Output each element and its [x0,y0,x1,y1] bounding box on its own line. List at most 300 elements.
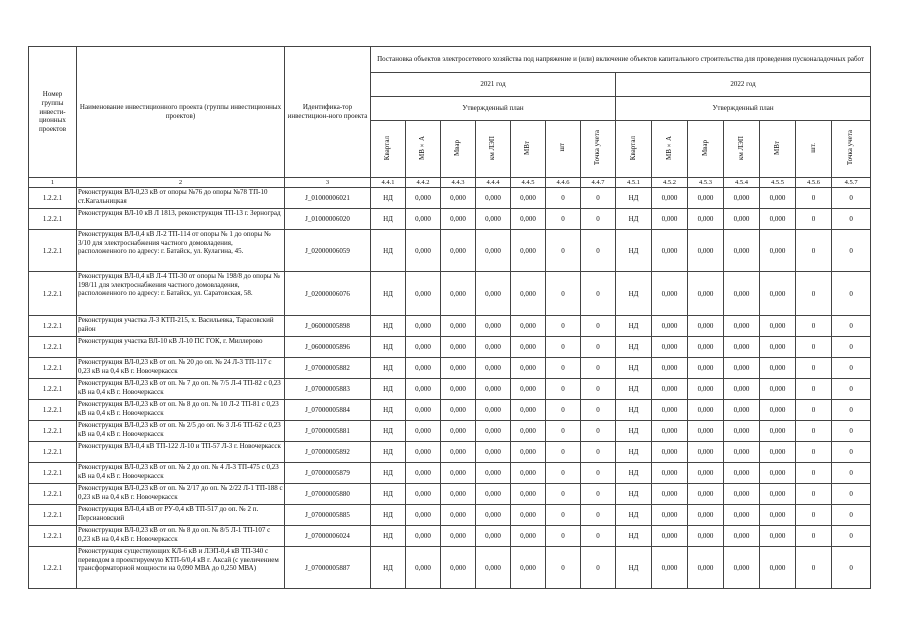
value-cell: 0 [546,463,581,484]
value-cell: НД [371,463,406,484]
column-number-cell: 4.5.7 [832,178,871,188]
value-cell: 0 [796,272,832,316]
project-name-cell: Реконструкция участка ВЛ-10 кВ Л-10 ПС ГОК, г. Миллерово [77,337,285,358]
column-number-cell: 4.4.3 [441,178,476,188]
value-cell: 0 [581,337,616,358]
project-id-cell: J_07000005883 [285,379,371,400]
value-cell: 0,000 [688,188,724,209]
value-cell: 0,000 [652,316,688,337]
project-id-cell: J_07000005880 [285,484,371,505]
value-cell: 0,000 [688,526,724,547]
value-cell: 0,000 [652,337,688,358]
table-row [29,400,871,421]
subheader-label: Мвар [700,139,709,156]
value-cell: 0,000 [688,442,724,463]
value-cell: 0,000 [724,442,760,463]
project-id-cell: J_01000006021 [285,188,371,209]
value-cell: 0 [796,421,832,442]
value-cell: НД [371,442,406,463]
value-cell: 0,000 [441,209,476,230]
subheader-label: шт [558,143,567,152]
value-cell: 0 [796,505,832,526]
subheader-cell [616,121,652,178]
group-number-cell: 1.2.2.1 [29,421,77,442]
value-cell: НД [616,442,652,463]
value-cell: 0,000 [476,463,511,484]
value-cell: 0 [796,442,832,463]
value-cell: 0,000 [406,337,441,358]
subheader-label: Квартал [628,135,637,160]
value-cell: 0 [796,463,832,484]
value-cell: 0 [796,400,832,421]
value-cell: НД [371,505,406,526]
subheader-label: Мвар [453,139,462,156]
group-number-cell: 1.2.2.1 [29,316,77,337]
value-cell: 0,000 [688,484,724,505]
value-cell: 0,000 [511,421,546,442]
table-row [29,526,871,547]
value-cell: 0,000 [476,442,511,463]
subheader-cell [760,121,796,178]
value-cell: 0,000 [511,337,546,358]
value-cell: 0,000 [511,230,546,272]
value-cell: 0,000 [511,188,546,209]
subheader-label: МВ×А [664,135,673,160]
value-cell: 0,000 [688,421,724,442]
subheader-cell [688,121,724,178]
group-number-cell: 1.2.2.1 [29,526,77,547]
value-cell: 0,000 [724,272,760,316]
value-cell: 0,000 [406,463,441,484]
value-cell: 0,000 [476,484,511,505]
value-cell: 0,000 [760,421,796,442]
value-cell: 0 [546,526,581,547]
value-cell: 0,000 [652,358,688,379]
value-cell: 0,000 [652,463,688,484]
value-cell: НД [616,484,652,505]
project-name-cell: Реконструкция ВЛ-10 кВ Л 1813, реконструкция ТП-13 г. Зерноград [77,209,285,230]
value-cell: 0,000 [511,526,546,547]
value-cell: 0,000 [441,337,476,358]
value-cell: 0 [796,526,832,547]
value-cell: НД [371,337,406,358]
value-cell: 0 [796,188,832,209]
project-name-cell: Реконструкция ВЛ-0,4 кВ Л-4 ТП-30 от опоры № 198/8 до опоры № 198/11 для электроснабжения частного домовладения, расположенного по адресу: г. Батайск, ул. Саратовская, 58. [77,272,285,316]
value-cell: 0 [796,358,832,379]
table-row [29,547,871,589]
subheader-label: МВт [523,140,532,155]
value-cell: 0,000 [406,272,441,316]
value-cell: 0,000 [760,358,796,379]
value-cell: 0,000 [406,526,441,547]
subheader-cell [652,121,688,178]
project-id-cell: J_07000005887 [285,547,371,589]
value-cell: 0,000 [441,442,476,463]
value-cell: 0 [546,442,581,463]
value-cell: 0,000 [511,358,546,379]
group-number-cell: 1.2.2.1 [29,547,77,589]
group-number-cell: 1.2.2.1 [29,188,77,209]
project-name-cell: Реконструкция ВЛ-0,23 кВ от оп. № 7 до оп. № 7/5 Л-4 ТП-82 с 0,23 кВ на 0,4 кВ г. Новочеркасск [77,379,285,400]
subheader-cell [796,121,832,178]
value-cell: 0,000 [760,484,796,505]
value-cell: 0,000 [760,505,796,526]
value-cell: 0,000 [724,547,760,589]
value-cell: НД [371,358,406,379]
value-cell: 0,000 [760,547,796,589]
value-cell: 0,000 [652,421,688,442]
value-cell: НД [616,358,652,379]
value-cell: 0,000 [476,526,511,547]
value-cell: 0,000 [441,188,476,209]
value-cell: 0 [546,421,581,442]
column-number-cell: 4.5.4 [724,178,760,188]
header-project-name: Наименование инвестиционного проекта (группы инвестиционных проектов) [77,47,285,178]
value-cell: 0 [581,421,616,442]
value-cell: 0 [546,484,581,505]
column-number-cell: 4.4.2 [406,178,441,188]
value-cell: 0 [581,316,616,337]
value-cell: 0 [832,358,871,379]
table-row [29,463,871,484]
value-cell: НД [371,316,406,337]
project-id-cell: J_02000006076 [285,272,371,316]
value-cell: 0 [832,379,871,400]
value-cell: 0 [581,188,616,209]
value-cell: НД [371,421,406,442]
value-cell: 0,000 [688,358,724,379]
value-cell: 0,000 [724,505,760,526]
value-cell: 0 [832,421,871,442]
value-cell: 0,000 [511,505,546,526]
header-year-2022: 2022 год [616,73,871,97]
value-cell: 0,000 [406,421,441,442]
project-id-cell: J_06000005896 [285,337,371,358]
project-id-cell: J_02000006059 [285,230,371,272]
project-id-cell: J_07000005881 [285,421,371,442]
project-name-cell: Реконструкция ВЛ-0,23 кВ от оп. № 2/5 до оп. № 3 Л-6 ТП-62 с 0,23 кВ на 0,4 кВ г. Новочеркасск [77,421,285,442]
header-project-id: Идентифика-тор инвестицион-ного проекта [285,47,371,178]
value-cell: 0,000 [406,442,441,463]
value-cell: 0,000 [511,379,546,400]
subheader-label: шт. [808,142,817,153]
value-cell: 0,000 [724,379,760,400]
value-cell: НД [371,272,406,316]
value-cell: 0,000 [441,379,476,400]
table-row [29,272,871,316]
project-id-cell: J_07000005882 [285,358,371,379]
header-group-number: Номер группы инвести-ционных проектов [29,47,77,178]
table-body [29,178,871,589]
value-cell: НД [616,547,652,589]
value-cell: 0,000 [476,230,511,272]
value-cell: 0 [546,337,581,358]
project-name-cell: Реконструкция ВЛ-0,4 кВ ТП-122 Л-10 и ТП-57 Л-3 г. Новочеркасск [77,442,285,463]
value-cell: НД [616,188,652,209]
value-cell: 0 [546,316,581,337]
value-cell: НД [616,526,652,547]
table-row [29,209,871,230]
value-cell: 0,000 [652,484,688,505]
value-cell: 0 [581,272,616,316]
value-cell: 0,000 [688,230,724,272]
value-cell: 0,000 [688,400,724,421]
column-number-cell: 4.4.7 [581,178,616,188]
value-cell: 0,000 [476,358,511,379]
project-name-cell: Реконструкция ВЛ-0,23 кВ от оп. № 2 до оп. № 4 Л-3 ТП-475 с 0,23 кВ на 0,4 кВ г. Новочеркасск [77,463,285,484]
column-number-cell: 4.5.3 [688,178,724,188]
value-cell: 0 [832,209,871,230]
table-row [29,337,871,358]
value-cell: 0,000 [476,209,511,230]
subheader-cell [511,121,546,178]
value-cell: 0,000 [511,547,546,589]
value-cell: 0,000 [760,188,796,209]
value-cell: 0 [546,379,581,400]
project-id-cell: J_07000005879 [285,463,371,484]
value-cell: 0,000 [441,547,476,589]
value-cell: 0 [581,463,616,484]
value-cell: 0,000 [511,463,546,484]
header-energizing-title: Постановка объектов электросетевого хозяйства под напряжение и (или) включение объектов капитального строительства для проведения пусконаладочных работ [371,47,871,73]
value-cell: 0,000 [652,188,688,209]
value-cell: НД [616,272,652,316]
value-cell: 0 [832,230,871,272]
value-cell: 0,000 [652,442,688,463]
subheader-label: Квартал [383,135,392,160]
value-cell: НД [371,400,406,421]
value-cell: 0,000 [688,463,724,484]
value-cell: 0,000 [476,337,511,358]
value-cell: 0,000 [476,316,511,337]
value-cell: 0,000 [652,547,688,589]
group-number-cell: 1.2.2.1 [29,209,77,230]
value-cell: 0 [546,505,581,526]
value-cell: 0,000 [476,547,511,589]
value-cell: НД [371,526,406,547]
project-id-cell: J_07000006024 [285,526,371,547]
value-cell: 0,000 [760,400,796,421]
value-cell: 0,000 [760,316,796,337]
column-number-cell: 2 [77,178,285,188]
value-cell: 0,000 [688,209,724,230]
value-cell: НД [371,209,406,230]
value-cell: 0,000 [511,209,546,230]
value-cell: 0 [581,505,616,526]
value-cell: 0,000 [724,188,760,209]
value-cell: 0,000 [441,272,476,316]
project-name-cell: Реконструкция ВЛ-0,23 кВ от оп. № 8 до оп. № 8/5 Л-1 ТП-107 с 0,23 кВ на 0,4 кВ г. Новочеркасск [77,526,285,547]
value-cell: 0,000 [406,400,441,421]
value-cell: 0,000 [511,316,546,337]
value-cell: 0,000 [724,358,760,379]
value-cell: 0,000 [688,379,724,400]
value-cell: 0 [581,484,616,505]
value-cell: 0 [832,400,871,421]
subheader-cell [546,121,581,178]
value-cell: 0 [832,316,871,337]
value-cell: НД [616,421,652,442]
value-cell: 0 [796,379,832,400]
value-cell: НД [616,379,652,400]
value-cell: 0 [546,188,581,209]
subheader-cell [832,121,871,178]
value-cell: 0 [546,230,581,272]
project-name-cell: Реконструкция ВЛ-0,23 кВ от опоры №76 до опоры №78 ТП-10 ст.Кагальницкая [77,188,285,209]
group-number-cell: 1.2.2.1 [29,358,77,379]
column-number-cell: 4.5.6 [796,178,832,188]
group-number-cell: 1.2.2.1 [29,484,77,505]
column-numbering-row [29,178,871,188]
value-cell: 0,000 [724,400,760,421]
value-cell: НД [371,379,406,400]
value-cell: НД [616,400,652,421]
column-number-cell: 4.5.1 [616,178,652,188]
header-approved-plan-2022: Утвержденный план [616,97,871,121]
column-number-cell: 4.4.5 [511,178,546,188]
value-cell: 0,000 [441,484,476,505]
value-cell: 0,000 [441,316,476,337]
investment-table-page [28,46,870,589]
project-name-cell: Реконструкция ВЛ-0,23 кВ от оп. № 20 до оп. № 24 Л-3 ТП-117 с 0,23 кВ на 0,4 кВ г. Новочеркасск [77,358,285,379]
value-cell: 0 [796,230,832,272]
value-cell: 0,000 [476,505,511,526]
table-row [29,230,871,272]
group-number-cell: 1.2.2.1 [29,337,77,358]
value-cell: 0 [581,526,616,547]
table-row [29,421,871,442]
value-cell: 0 [546,400,581,421]
project-name-cell: Реконструкция существующих КЛ-6 кВ и ЛЭП-0,4 кВ ТП-340 с переводом в проектируемую КТП-6/0,4 кВ г. Аксай (с увеличением трансформаторной мощности на 0,090 МВА до 0,250 МВА) [77,547,285,589]
value-cell: 0,000 [406,230,441,272]
value-cell: 0,000 [652,272,688,316]
value-cell: 0,000 [406,379,441,400]
project-name-cell: Реконструкция ВЛ-0,23 кВ от оп. № 8 до оп. № 10 Л-2 ТП-81 с 0,23 кВ на 0,4 кВ г. Новочеркасск [77,400,285,421]
value-cell: 0 [832,505,871,526]
value-cell: 0,000 [476,188,511,209]
subheader-cell [724,121,760,178]
subheader-cell [476,121,511,178]
value-cell: 0 [581,400,616,421]
value-cell: 0 [581,379,616,400]
value-cell: 0 [581,547,616,589]
value-cell: 0,000 [511,484,546,505]
value-cell: НД [616,337,652,358]
project-id-cell: J_07000005884 [285,400,371,421]
value-cell: 0,000 [760,209,796,230]
value-cell: 0,000 [652,526,688,547]
project-id-cell: J_07000005885 [285,505,371,526]
value-cell: 0 [796,337,832,358]
value-cell: 0,000 [724,463,760,484]
subheader-label: Точка учета [593,130,602,166]
column-number-cell: 3 [285,178,371,188]
value-cell: 0,000 [652,379,688,400]
value-cell: 0,000 [406,505,441,526]
value-cell: 0,000 [760,526,796,547]
project-id-cell: J_07000005892 [285,442,371,463]
value-cell: 0,000 [476,379,511,400]
value-cell: НД [371,547,406,589]
group-number-cell: 1.2.2.1 [29,230,77,272]
table-row [29,484,871,505]
group-number-cell: 1.2.2.1 [29,400,77,421]
value-cell: 0 [796,547,832,589]
table-row [29,358,871,379]
value-cell: 0 [832,272,871,316]
value-cell: 0 [832,463,871,484]
value-cell: 0 [581,442,616,463]
value-cell: НД [371,230,406,272]
value-cell: 0,000 [760,379,796,400]
value-cell: 0,000 [511,400,546,421]
value-cell: 0,000 [406,316,441,337]
value-cell: 0,000 [511,442,546,463]
subheader-label: км ЛЭП [488,135,497,160]
value-cell: 0,000 [760,230,796,272]
value-cell: 0,000 [511,272,546,316]
group-number-cell: 1.2.2.1 [29,272,77,316]
header-approved-plan-2021: Утвержденный план [371,97,616,121]
value-cell: 0,000 [441,463,476,484]
column-number-cell: 4.4.6 [546,178,581,188]
value-cell: 0 [832,484,871,505]
value-cell: 0,000 [476,421,511,442]
value-cell: НД [616,505,652,526]
value-cell: 0 [581,209,616,230]
project-name-cell: Реконструкция ВЛ-0,23 кВ от оп. № 2/17 до оп. № 2/22 Л-1 ТП-188 с 0,23 кВ на 0,4 кВ г. Новочеркасск [77,484,285,505]
subheader-label: МВт [772,140,781,155]
investment-projects-table [28,46,871,589]
value-cell: 0 [581,230,616,272]
value-cell: 0,000 [476,400,511,421]
value-cell: 0,000 [406,358,441,379]
value-cell: 0,000 [724,421,760,442]
value-cell: 0,000 [724,316,760,337]
value-cell: 0 [796,209,832,230]
value-cell: 0 [832,547,871,589]
column-number-cell: 4.5.2 [652,178,688,188]
group-number-cell: 1.2.2.1 [29,463,77,484]
value-cell: 0,000 [688,505,724,526]
value-cell: 0,000 [688,547,724,589]
subheader-cell [441,121,476,178]
column-number-cell: 4.5.5 [760,178,796,188]
subheader-cell [371,121,406,178]
value-cell: 0,000 [406,188,441,209]
value-cell: НД [371,484,406,505]
value-cell: 0,000 [441,358,476,379]
project-name-cell: Реконструкция ВЛ-0,4 кВ от РУ-0,4 кВ ТП-517 до оп. № 2 п. Персиановский [77,505,285,526]
table-row [29,188,871,209]
value-cell: 0,000 [760,272,796,316]
value-cell: 0 [796,484,832,505]
value-cell: НД [616,463,652,484]
value-cell: 0,000 [760,337,796,358]
group-number-cell: 1.2.2.1 [29,442,77,463]
value-cell: 0,000 [476,272,511,316]
value-cell: 0 [832,337,871,358]
value-cell: 0,000 [406,547,441,589]
column-number-cell: 1 [29,178,77,188]
project-name-cell: Реконструкция участка Л-3 КТП-215, х. Васильевка, Тарасовский район [77,316,285,337]
value-cell: 0,000 [688,316,724,337]
value-cell: 0 [581,358,616,379]
value-cell: 0,000 [760,463,796,484]
column-number-cell: 4.4.1 [371,178,406,188]
value-cell: 0 [832,526,871,547]
value-cell: 0,000 [441,421,476,442]
